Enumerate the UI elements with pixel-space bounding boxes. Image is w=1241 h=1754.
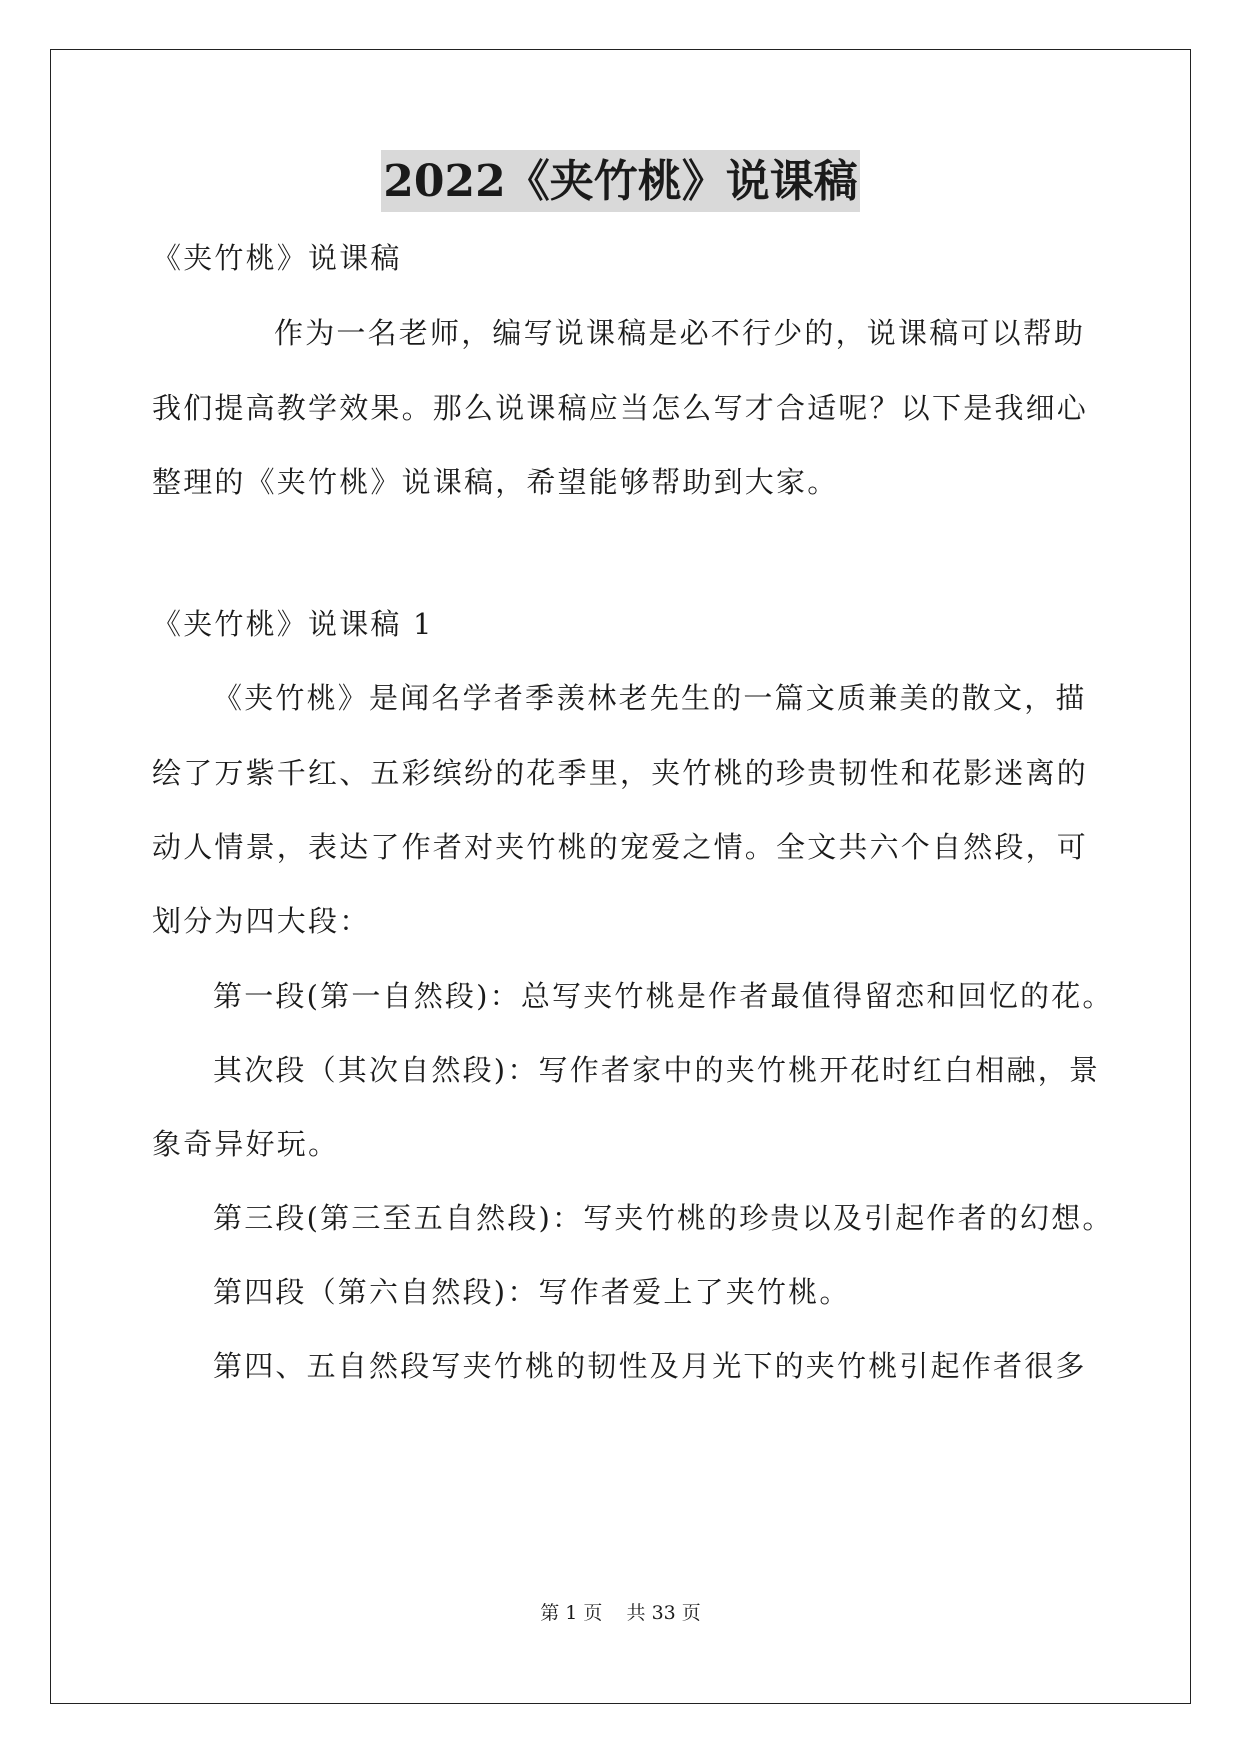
page-footer: 第 1 页 共 33 页 <box>540 1602 701 1624</box>
title-container <box>0 150 1241 212</box>
paragraph-line: 象奇异好玩。 <box>152 1127 340 1161</box>
paragraph-line: 动人情景，表达了作者对夹竹桃的宠爱之情。全文共六个自然段，可 <box>152 830 1089 864</box>
paragraph-line: 第四、五自然段写夹竹桃的韧性及月光下的夹竹桃引起作者很多 <box>213 1349 1087 1383</box>
paragraph-line: 我们提高教学效果。那么说课稿应当怎么写才合适呢？以下是我细心 <box>152 391 1089 425</box>
paragraph-line: 第四段（第六自然段)：写作者爱上了夹竹桃。 <box>213 1275 851 1309</box>
section-heading: 《夹竹桃》说课稿 1 <box>152 607 434 641</box>
paragraph-line: 作为一名老师，编写说课稿是必不行少的，说课稿可以帮助 <box>274 316 1086 350</box>
paragraph-line: 第一段(第一自然段)：总写夹竹桃是作者最值得留恋和回忆的花。 <box>213 979 1114 1013</box>
document-title: 2022《夹竹桃》说课稿 <box>381 150 859 212</box>
page-border <box>50 49 1191 1704</box>
paragraph-line: 其次段（其次自然段)：写作者家中的夹竹桃开花时红白相融，景 <box>213 1053 1101 1087</box>
paragraph-line: 第三段(第三至五自然段)：写夹竹桃的珍贵以及引起作者的幻想。 <box>213 1201 1114 1235</box>
paragraph-line: 《夹竹桃》是闻名学者季羡林老先生的一篇文质兼美的散文，描 <box>213 681 1087 715</box>
subtitle-line: 《夹竹桃》说课稿 <box>152 241 402 275</box>
paragraph-line: 整理的《夹竹桃》说课稿，希望能够帮助到大家。 <box>152 465 839 499</box>
paragraph-line: 划分为四大段： <box>152 904 371 938</box>
paragraph-line: 绘了万紫千红、五彩缤纷的花季里，夹竹桃的珍贵韧性和花影迷离的 <box>152 756 1089 790</box>
